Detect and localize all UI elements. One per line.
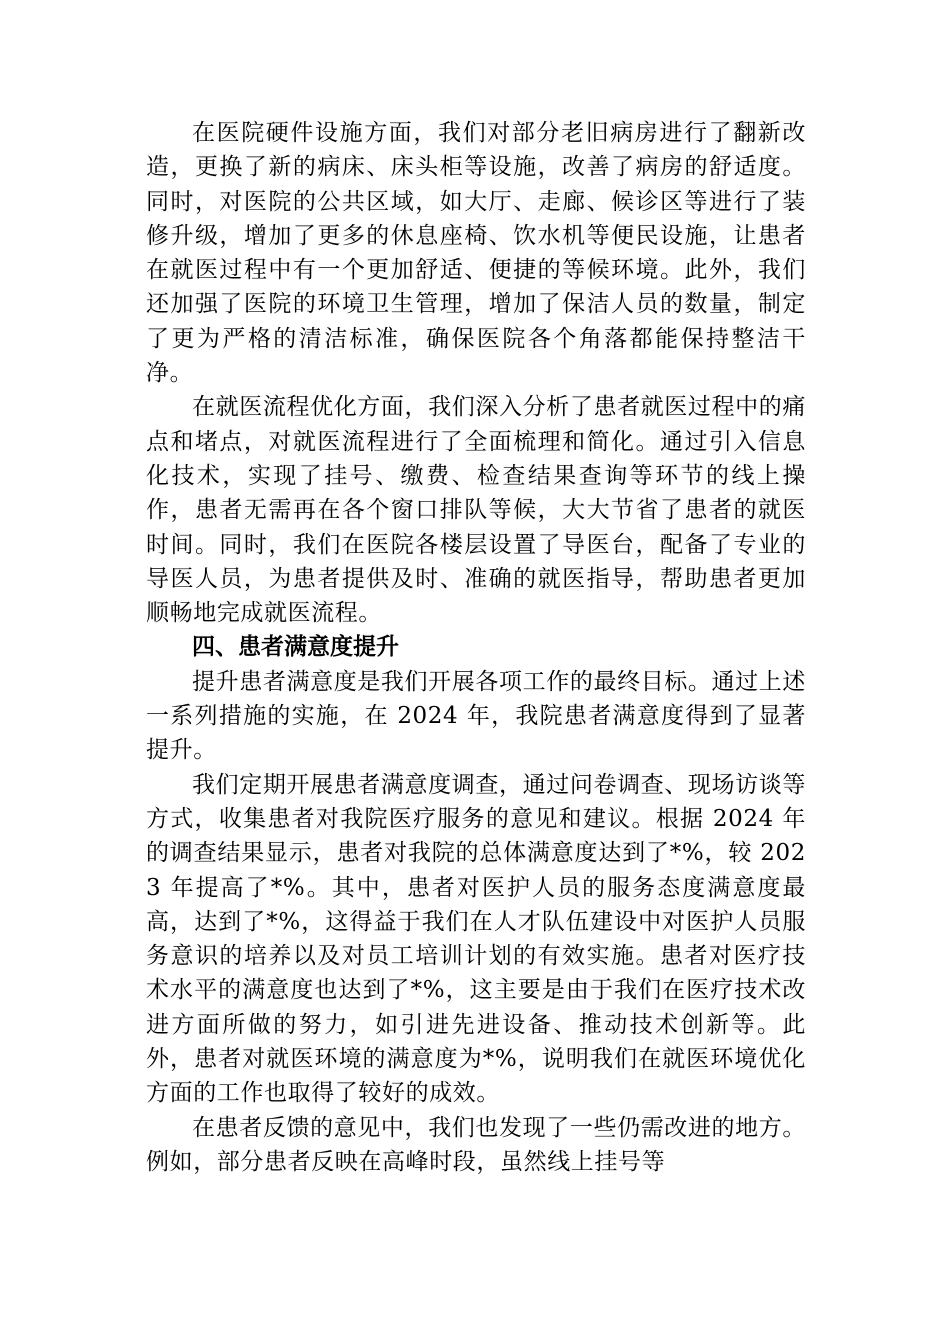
paragraph-patient-feedback: 在患者反馈的意见中，我们也发现了一些仍需改进的地方。例如，部分患者反映在高峰时段，虽然线上挂号等 <box>146 1114 806 1175</box>
paragraph-process-optimization: 在就医流程优化方面，我们深入分析了患者就医过程中的痛点和堵点，对就医流程进行了全面梳理和简化。通过引入信息化技术，实现了挂号、缴费、检查结果查询等环节的线上操作，患者无需再在各个窗口排队等候，大大节省了患者的就医时间。同时，我们在医院各楼层设置了导医台，配备了专业的导医人员，为患者提供及时、准确的就医指导，帮助患者更加顺畅地完成就医流程。 <box>146 394 806 627</box>
document-body <box>146 116 806 1179</box>
paragraph-hardware-facilities: 在医院硬件设施方面，我们对部分老旧病房进行了翻新改造，更换了新的病床、床头柜等设施，改善了病房的舒适度。同时，对医院的公共区域，如大厅、走廊、候诊区等进行了装修升级，增加了更多的休息座椅、饮水机等便民设施，让患者在就医过程中有一个更加舒适、便捷的等候环境。此外，我们还加强了医院的环境卫生管理，增加了保洁人员的数量，制定了更为严格的清洁标准，确保医院各个角落都能保持整洁干净。 <box>146 120 806 387</box>
paragraph-satisfaction-survey: 我们定期开展患者满意度调查，通过问卷调查、现场访谈等方式，收集患者对我院医疗服务的意见和建议。根据 2024 年的调查结果显示，患者对我院的总体满意度达到了*%，较 2023 年提高了*%。其中，患者对医护人员的服务态度满意度最高，达到了*%，这得益于我们在人才队伍建设中对医护人员服务意识的培养以及对员工培训计划的有效实施。患者对医疗技术水平的满意度也达到了*%，这主要是由于我们在医疗技术改进方面所做的努力，如引进先进设备、推动技术创新等。此外，患者对就医环境的满意度为*%，说明我们在就医环境优化方面的工作也取得了较好的成效。 <box>146 771 806 1107</box>
section-heading: 四、患者满意度提升 <box>192 634 399 661</box>
paragraph-satisfaction-goal: 提升患者满意度是我们开展各项工作的最终目标。通过上述一系列措施的实施，在 2024 年，我院患者满意度得到了显著提升。 <box>146 668 806 764</box>
